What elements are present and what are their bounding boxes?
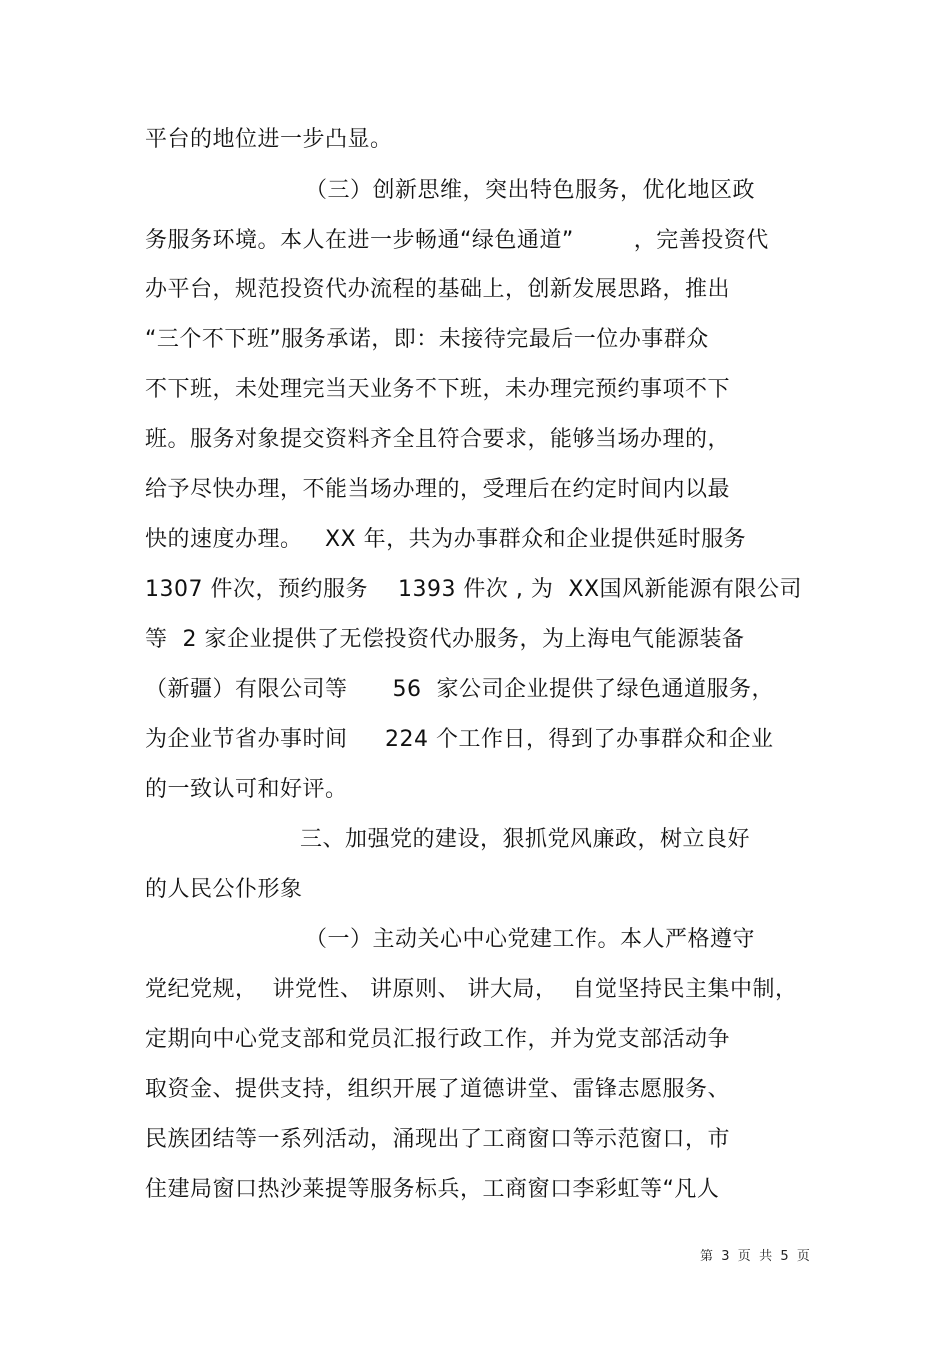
text-line: 班。服务对象提交资料齐全且符合要求，能够当场办理的， [145,427,731,452]
text-line: 的一致认可和好评。 [145,777,348,802]
text-line: 快的速度办理。 XX 年，共为办事群众和企业提供延时服务 [145,527,747,552]
text-line: 民族团结等一系列活动，涌现出了工商窗口等示范窗口，市 [145,1127,731,1152]
text-line: 党纪党规， 讲党性、 讲原则、 讲大局， 自觉坚持民主集中制， [145,977,798,1002]
text-line: 等 2 家企业提供了无偿投资代办服务，为上海电气能源装备 [145,627,745,652]
text-line: 务服务环境。本人在进一步畅通“绿色通道” ，完善投资代 [145,228,769,253]
text-line: 住建局窗口热沙莱提等服务标兵，工商窗口李彩虹等“凡人 [145,1177,720,1202]
section-heading-line: （三）创新思维，突出特色服务，优化地区政 [305,178,756,203]
text-line: 定期向中心党支部和党员汇报行政工作，并为党支部活动争 [145,1027,731,1052]
section-heading-line: 的人民公仆形象 [145,877,303,902]
text-line: 取资金、提供支持，组织开展了道德讲堂、雷锋志愿服务、 [145,1077,731,1102]
text-line: 为企业节省办事时间 224 个工作日，得到了办事群众和企业 [145,727,774,752]
text-line: （新疆）有限公司等 56 家公司企业提供了绿色通道服务， [145,677,774,702]
text-line: 给予尽快办理，不能当场办理的，受理后在约定时间内以最 [145,477,731,502]
page-number-footer: 第 3 页 共 5 页 [700,1249,810,1264]
text-line: 不下班，未处理完当天业务不下班，未办理完预约事项不下 [145,377,731,402]
section-heading-line: 三、加强党的建设，狠抓党风廉政，树立良好 [300,827,751,852]
text-line: 平台的地位进一步凸显。 [145,127,393,152]
section-heading-line: （一）主动关心中心党建工作。本人严格遵守 [305,927,756,952]
text-line: 1307 件次，预约服务 1393 件次 , 为 XX国风新能源有限公司 [145,577,803,602]
text-line: 办平台，规范投资代办流程的基础上，创新发展思路，推出 [145,277,731,302]
text-line: “三个不下班”服务承诺，即：未接待完最后一位办事群众 [145,327,709,352]
